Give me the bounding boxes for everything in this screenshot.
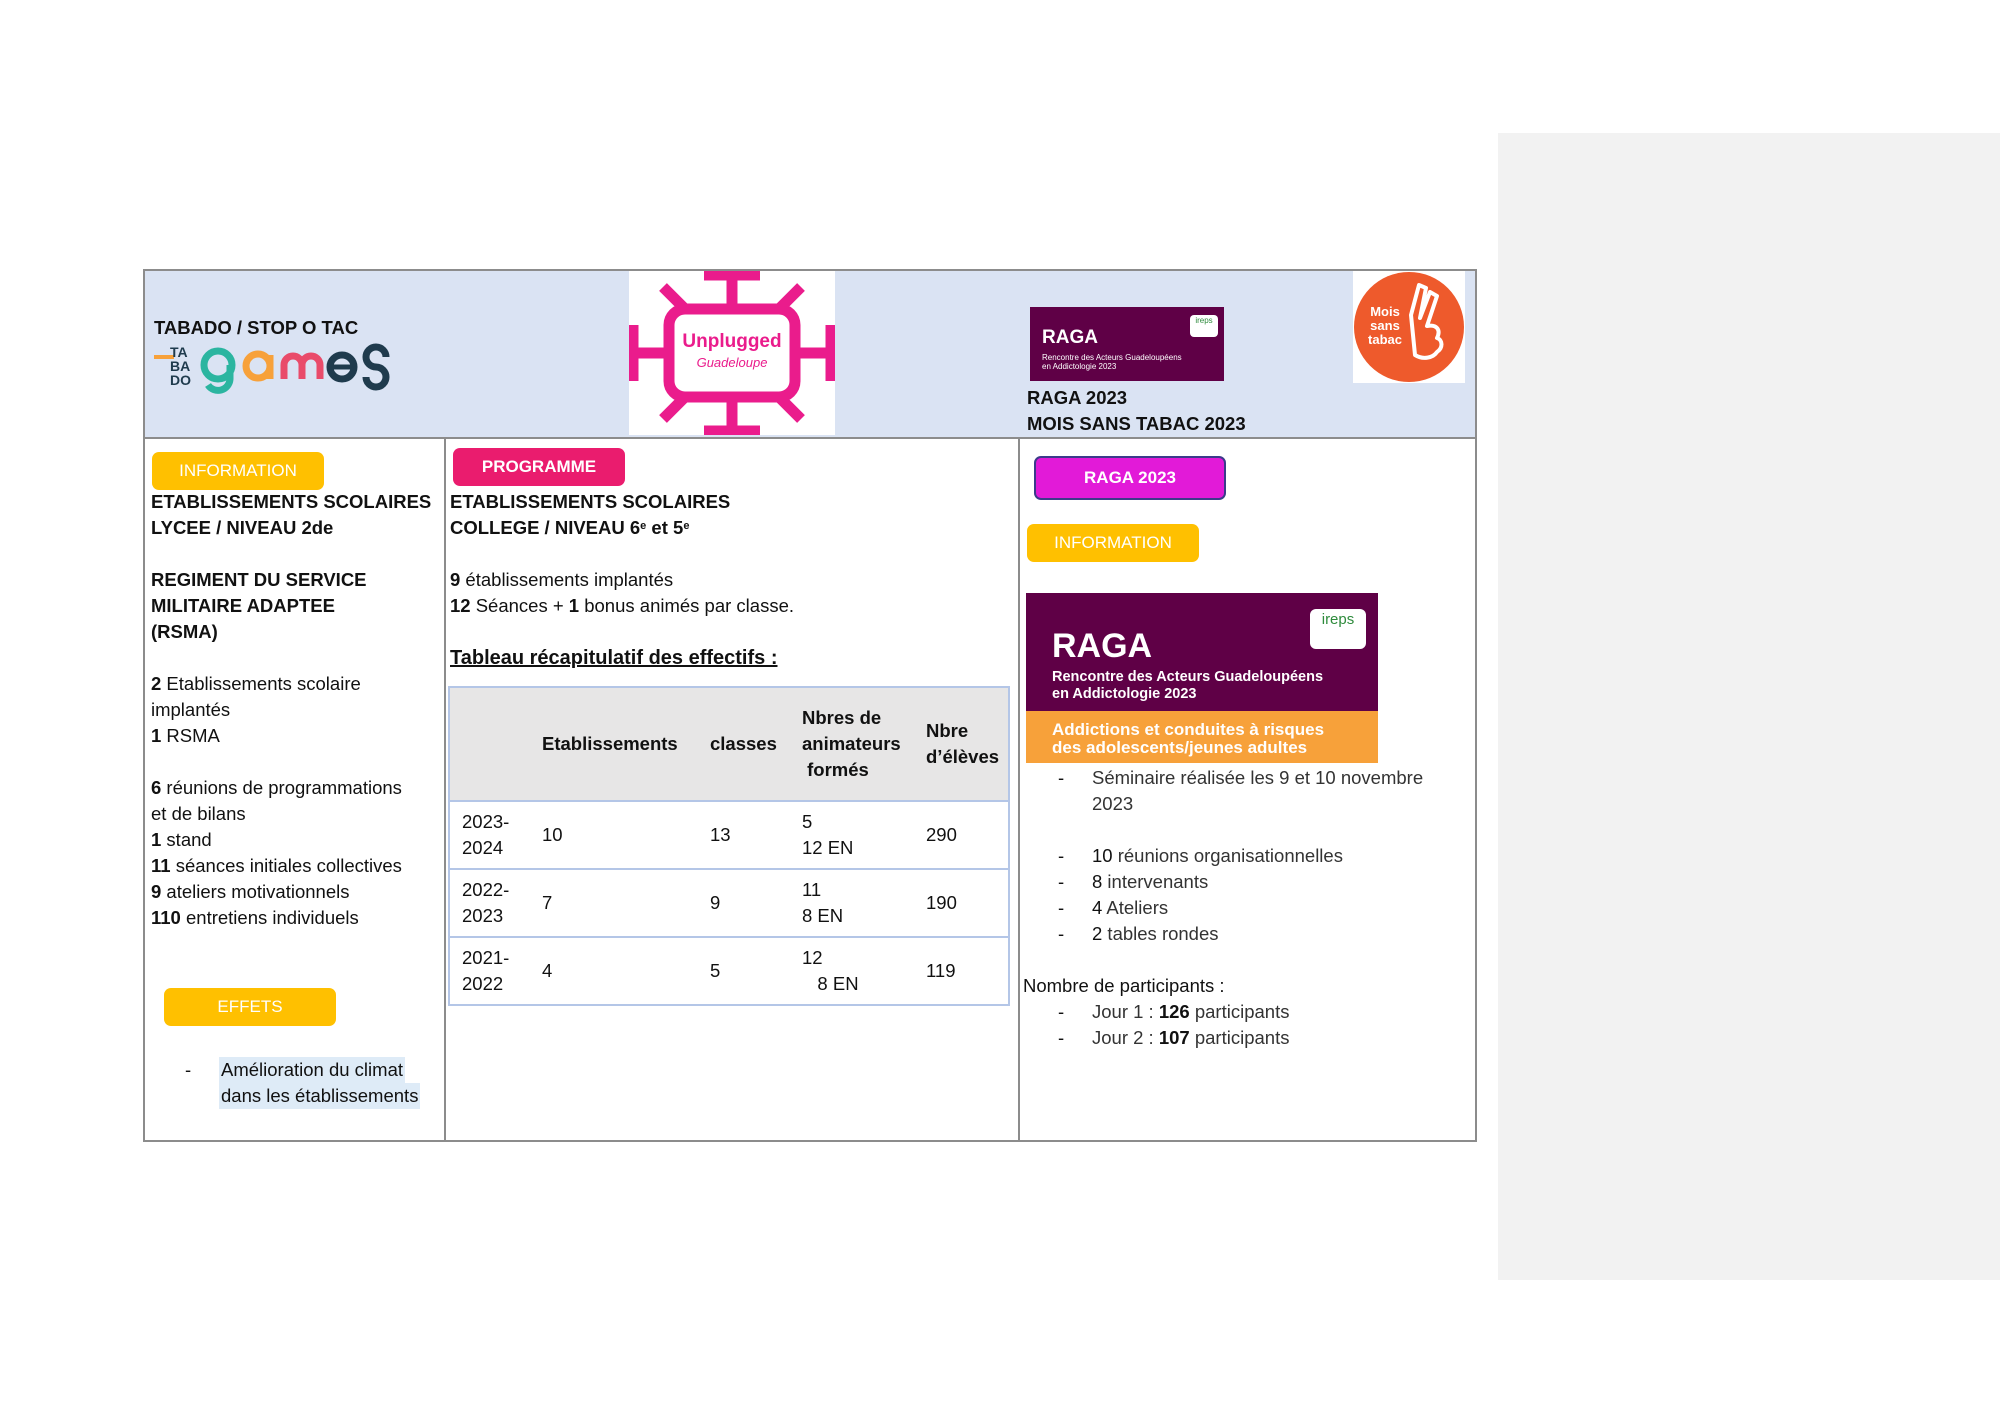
- cell-eleves: 190: [914, 869, 1009, 937]
- stat-tables-rondes: 2 tables rondes: [1092, 923, 1219, 944]
- effect-line-1: Amélioration du climat: [219, 1057, 405, 1083]
- heading-lycee: LYCEE / NIVEAU 2de: [151, 517, 334, 538]
- cell-classes: 5: [698, 937, 790, 1005]
- stat-implantes: 9 établissements implantés: [450, 569, 674, 590]
- heading-college: COLLEGE / NIVEAU 6e et 5e: [450, 517, 690, 538]
- raga-small-title: RAGA: [1042, 327, 1098, 348]
- cell-classes: 9: [698, 869, 790, 937]
- heading-regiment: REGIMENT DU SERVICE: [151, 569, 367, 590]
- table-row: [449, 937, 1009, 1005]
- header-etablissements: Etablissements: [530, 687, 698, 801]
- stat-ateliers: 9 ateliers motivationnels: [151, 881, 350, 902]
- stat-ateliers: 4 Ateliers: [1092, 897, 1169, 918]
- logo-letters-ta: TA: [170, 344, 188, 360]
- badge-raga-2023: RAGA 2023: [1034, 456, 1226, 500]
- tabado-title: TABADO / STOP O TAC: [154, 317, 359, 338]
- bullet-dash: -: [1058, 897, 1065, 918]
- table-header-row: [449, 687, 1009, 801]
- cell-etablissements: 7: [530, 869, 698, 937]
- table-row: [449, 801, 1009, 869]
- stat-rsma: 1 RSMA: [151, 725, 220, 746]
- stat-etablissements: 2 Etablissements scolaire: [151, 673, 361, 694]
- badge-programme: PROGRAMME: [453, 448, 625, 486]
- bullet-dash: -: [1058, 1027, 1065, 1048]
- stat-entretiens: 110 entretiens individuels: [151, 907, 359, 928]
- raga-small-banner: [1030, 307, 1224, 381]
- stat-reunions: 10 réunions organisationnelles: [1092, 845, 1343, 866]
- cell-year: 2021- 2022: [449, 937, 530, 1005]
- effect-line-2: dans les établissements: [219, 1083, 420, 1109]
- logo-letters-ba: BA: [170, 358, 191, 374]
- ireps-small-logo: ireps: [1190, 315, 1218, 337]
- table-title: Tableau récapitulatif des effectifs :: [450, 647, 778, 669]
- cell-etablissements: 4: [530, 937, 698, 1005]
- raga-small-sub2: en Addictologie 2023: [1042, 362, 1117, 371]
- mois-sans-tabac-logo: [1353, 271, 1465, 383]
- header-cell-tabado: [145, 271, 444, 439]
- raga-big-sub1: Rencontre des Acteurs Guadeloupéens: [1052, 669, 1324, 685]
- cell-year: 2023- 2024: [449, 801, 530, 869]
- column-tabado: [145, 271, 446, 1140]
- side-panel: [1498, 133, 2000, 1280]
- seminar-line-1: Séminaire réalisée les 9 et 10 novembre: [1092, 767, 1424, 788]
- stat-seances: 12 Séances + 1 bonus animés par classe.: [450, 595, 795, 616]
- bullet-dash: -: [1058, 767, 1065, 788]
- raga-big-banner: [1026, 593, 1378, 763]
- bullet-dash: -: [1058, 845, 1065, 866]
- effectifs-table: [448, 686, 1010, 1006]
- cell-animateurs: 11 8 EN: [790, 869, 914, 937]
- effect-bullet: -: [185, 1059, 192, 1080]
- heading-etablissements: ETABLISSEMENTS SCOLAIRES: [151, 491, 432, 512]
- header-year: [449, 687, 530, 801]
- tabado-games-logo: [154, 341, 394, 397]
- heading-etablissements: ETABLISSEMENTS SCOLAIRES: [450, 491, 731, 512]
- column-raga: [1018, 271, 1475, 1140]
- cell-etablissements: 10: [530, 801, 698, 869]
- stat-reunions-cont: et de bilans: [151, 803, 246, 824]
- unplugged-sun-icon: [629, 271, 835, 435]
- heading-rsma: (RSMA): [151, 621, 218, 642]
- heading-militaire: MILITAIRE ADAPTEE: [151, 595, 335, 616]
- raga-big-title: RAGA: [1052, 627, 1153, 665]
- stat-stand: 1 stand: [151, 829, 212, 850]
- unplugged-subtitle: Guadeloupe: [696, 355, 768, 370]
- header-cell-raga: [1018, 271, 1475, 439]
- badge-information: INFORMATION: [152, 452, 324, 490]
- header-animateurs: Nbres de animateurs formés: [790, 687, 914, 801]
- unplugged-title: Unplugged: [682, 331, 782, 352]
- raga-small-sub1: Rencontre des Acteurs Guadeloupéens: [1042, 353, 1182, 362]
- header-raga-2023: RAGA 2023: [1027, 387, 1128, 408]
- header-cell-unplugged: [444, 271, 1018, 439]
- cell-classes: 13: [698, 801, 790, 869]
- stat-etablissements-cont: implantés: [151, 699, 231, 720]
- bullet-dash: -: [1058, 1001, 1065, 1022]
- badge-information: INFORMATION: [1027, 524, 1199, 562]
- bullet-dash: -: [1058, 871, 1065, 892]
- cell-eleves: 290: [914, 801, 1009, 869]
- table-row: [449, 869, 1009, 937]
- participants-day2: Jour 2 : 107 participants: [1092, 1027, 1290, 1048]
- raga-big-orange2: des adolescents/jeunes adultes: [1052, 738, 1308, 757]
- badge-effets: EFFETS: [164, 988, 336, 1026]
- ireps-big-logo: ireps: [1310, 609, 1366, 649]
- games-word-icon: [200, 341, 396, 397]
- header-eleves: Nbre d’élèves: [914, 687, 1009, 801]
- cell-animateurs: 12 8 EN: [790, 937, 914, 1005]
- msa-text: Mois sans tabac: [1368, 304, 1402, 347]
- bullet-dash: -: [1058, 923, 1065, 944]
- stat-seances: 11 séances initiales collectives: [151, 855, 402, 876]
- raga-big-orange1: Addictions et conduites à risques: [1052, 720, 1325, 739]
- raga-big-sub2: en Addictologie 2023: [1052, 686, 1197, 702]
- header-classes: classes: [698, 687, 790, 801]
- cell-eleves: 119: [914, 937, 1009, 1005]
- unplugged-logo: [629, 271, 835, 435]
- stat-intervenants: 8 intervenants: [1092, 871, 1209, 892]
- participants-day1: Jour 1 : 126 participants: [1092, 1001, 1290, 1022]
- participants-title: Nombre de participants :: [1023, 975, 1225, 996]
- seminar-line-2: 2023: [1092, 793, 1134, 814]
- stat-reunions: 6 réunions de programmations: [151, 777, 402, 798]
- cell-year: 2022- 2023: [449, 869, 530, 937]
- header-mois-sans-tabac: MOIS SANS TABAC 2023: [1027, 413, 1246, 434]
- cell-animateurs: 5 12 EN: [790, 801, 914, 869]
- logo-letters-do: DO: [170, 372, 191, 388]
